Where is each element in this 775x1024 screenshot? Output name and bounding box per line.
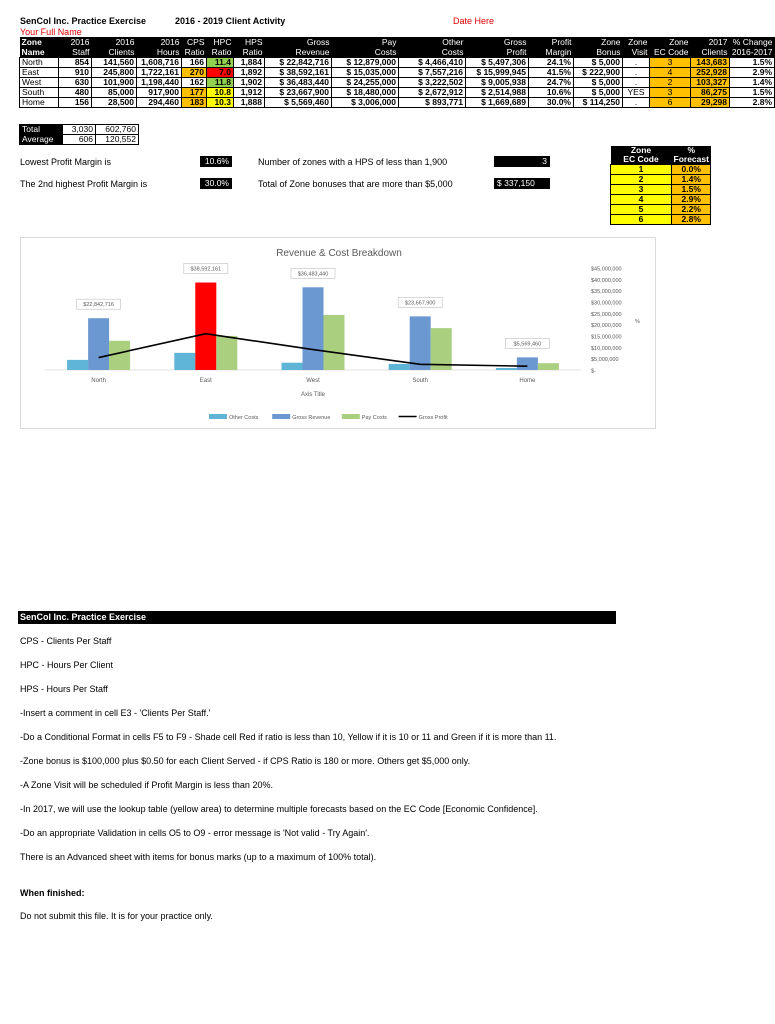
column-header: HPC [207, 37, 234, 47]
table-row [20, 88, 775, 98]
date-placeholder[interactable]: Date Here [453, 16, 495, 26]
x-tick-label: South [412, 378, 429, 384]
column-header: Gross [466, 37, 529, 47]
column-header: Hours [137, 47, 182, 58]
x-tick-label: East [199, 378, 212, 384]
bar-pay-costs [538, 363, 559, 370]
chart-title: Revenue & Cost Breakdown [276, 248, 402, 259]
legend-swatch [209, 414, 227, 419]
table-cell[interactable]: $ 23,667,900 [265, 88, 332, 98]
table-cell[interactable]: 6 [650, 98, 691, 108]
table-row [20, 58, 775, 68]
x-tick-label: North [91, 378, 106, 384]
table-cell[interactable]: 1,902 [234, 78, 265, 88]
table-cell[interactable]: 480 [59, 88, 92, 98]
table-cell[interactable]: 910 [59, 68, 92, 78]
column-header: Name [20, 47, 59, 58]
report-title: 2016 - 2019 Client Activity [175, 16, 286, 26]
table-cell[interactable]: 4 [650, 68, 691, 78]
y-tick-label: $- [591, 368, 596, 375]
column-header: 2016 [59, 37, 92, 47]
column-header: Zone [574, 37, 623, 47]
lookup-forecast[interactable]: 2.8% [672, 215, 711, 225]
table-cell[interactable]: 1,912 [234, 88, 265, 98]
table-cell[interactable]: 1,722,161 [137, 68, 182, 78]
note-line: HPS - Hours Per Staff [20, 684, 108, 694]
table-cell[interactable]: $ 5,569,460 [265, 98, 332, 108]
table-cell[interactable]: $ 38,592,161 [265, 68, 332, 78]
table-cell[interactable]: 854 [59, 58, 92, 68]
table-cell[interactable]: West [20, 78, 59, 88]
company-title: SenCol Inc. Practice Exercise [20, 16, 147, 26]
lookup-header-zone: Zone EC Code [611, 146, 672, 165]
lookup-ec-code[interactable]: 4 [611, 195, 672, 205]
data-label: $5,569,460 [513, 341, 542, 348]
table-cell[interactable]: 11.8 [207, 78, 234, 88]
table-cell[interactable]: 24.7% [529, 78, 574, 88]
legend-label: Gross Profit [418, 415, 448, 421]
y-tick-label: $45,000,000 [591, 266, 622, 273]
column-header: Bonus [574, 47, 623, 58]
table-cell[interactable]: $ 15,999,945 [466, 68, 529, 78]
table-cell[interactable]: 86,275 [691, 88, 730, 98]
table-cell[interactable]: $ 15,035,000 [332, 68, 399, 78]
bar-gross-revenue [410, 316, 431, 370]
table-cell[interactable]: 294,460 [137, 98, 182, 108]
legend-label: Pay Costs [361, 415, 387, 421]
table-cell[interactable]: 29,298 [691, 98, 730, 108]
table-row [20, 68, 775, 78]
table-cell[interactable]: $ 36,483,440 [265, 78, 332, 88]
lookup-row [611, 215, 711, 225]
lookup-forecast[interactable]: 1.4% [672, 175, 711, 185]
table-cell[interactable]: 1,888 [234, 98, 265, 108]
table-header-row [20, 37, 775, 47]
table-cell[interactable]: 2.8% [730, 98, 775, 108]
lookup-ec-code[interactable]: 1 [611, 165, 672, 175]
data-label: $22,842,716 [83, 302, 114, 309]
column-header: Clients [92, 47, 137, 58]
percent-marker: % [635, 319, 640, 325]
column-header: Pay [332, 37, 399, 47]
table-cell[interactable]: $ 3,006,000 [332, 98, 399, 108]
table-cell[interactable]: . [623, 98, 650, 108]
legend-swatch [272, 414, 290, 419]
table-cell[interactable]: $ 1,669,689 [466, 98, 529, 108]
table-cell[interactable]: $ 18,480,000 [332, 88, 399, 98]
y-tick-label: $10,000,000 [591, 345, 622, 352]
table-cell[interactable]: $ 5,000 [574, 58, 623, 68]
column-header: Visit [623, 47, 650, 58]
lookup-row [611, 165, 711, 175]
column-header: HPS [234, 37, 265, 47]
answer-second-margin[interactable]: 30.0% [200, 178, 232, 189]
table-cell[interactable]: 917,900 [137, 88, 182, 98]
finished-label: When finished: [20, 888, 85, 898]
table-cell[interactable]: 252,928 [691, 68, 730, 78]
y-tick-label: $25,000,000 [591, 311, 622, 318]
y-tick-label: $15,000,000 [591, 334, 622, 341]
table-cell[interactable]: $ 5,497,306 [466, 58, 529, 68]
table-cell[interactable]: 270 [182, 68, 207, 78]
bar-gross-revenue [303, 287, 324, 370]
table-cell[interactable]: South [20, 88, 59, 98]
totals-table [19, 124, 139, 145]
column-header: Ratio [182, 47, 207, 58]
column-header: Gross [265, 37, 332, 47]
column-header: Margin [529, 47, 574, 58]
y-tick-label: $20,000,000 [591, 323, 622, 330]
table-cell[interactable]: $ 5,000 [574, 78, 623, 88]
lookup-row [611, 195, 711, 205]
table-cell[interactable]: $ 2,514,988 [466, 88, 529, 98]
lookup-header-forecast: % Forecast [673, 145, 709, 164]
notes-header: SenCol Inc. Practice Exercise [18, 611, 616, 624]
y-tick-label: $40,000,000 [591, 277, 622, 284]
table-cell[interactable]: 2 [650, 78, 691, 88]
table-cell[interactable]: 245,800 [92, 68, 137, 78]
lookup-forecast[interactable]: 2.2% [672, 205, 711, 215]
table-cell[interactable]: 141,560 [92, 58, 137, 68]
finished-text: Do not submit this file. It is for your practice only. [20, 911, 213, 921]
table-cell[interactable]: 1,884 [234, 58, 265, 68]
table-header-row [20, 47, 775, 58]
lookup-row [611, 175, 711, 185]
note-line: -Do an appropriate Validation in cells O5 to O9 - error message is 'Not valid - Try Again'. [20, 828, 370, 838]
revenue-cost-chart[interactable] [20, 237, 656, 429]
average-staff[interactable]: 606 [63, 135, 96, 145]
table-cell[interactable]: YES [623, 88, 650, 98]
table-cell[interactable]: $ 7,557,216 [399, 68, 466, 78]
note-line: CPS - Clients Per Staff [20, 636, 112, 646]
note-line: -Zone bonus is $100,000 plus $0.50 for each Client Served - if CPS Ratio is 180 or more. Others get $5,000 only. [20, 756, 471, 766]
y-tick-label: $30,000,000 [591, 300, 622, 307]
question-lowest-margin: Lowest Profit Margin is [20, 157, 112, 167]
note-line: -Insert a comment in cell E3 - 'Clients Per Staff.' [20, 708, 211, 718]
chart-svg [21, 238, 657, 430]
ec-lookup-table [610, 146, 711, 225]
column-header: Revenue [265, 47, 332, 58]
answer-bonus-total[interactable]: $ 337,150 [494, 178, 550, 189]
y-tick-label: $5,000,000 [591, 357, 619, 364]
average-row [20, 135, 139, 145]
table-cell[interactable]: 41.5% [529, 68, 574, 78]
table-cell[interactable]: . [623, 58, 650, 68]
total-staff[interactable]: 3,030 [63, 125, 96, 135]
table-cell[interactable]: . [623, 78, 650, 88]
table-cell[interactable]: 1,892 [234, 68, 265, 78]
bar-pay-costs [109, 341, 130, 370]
table-cell[interactable]: 1.4% [730, 78, 775, 88]
table-cell[interactable]: $ 5,000 [574, 88, 623, 98]
lookup-forecast[interactable]: 1.5% [672, 185, 711, 195]
bar-other-costs [67, 360, 88, 370]
table-cell[interactable]: $ 12,879,000 [332, 58, 399, 68]
table-cell[interactable]: 10.8 [207, 88, 234, 98]
table-cell[interactable]: 7.0 [207, 68, 234, 78]
table-cell[interactable]: 162 [182, 78, 207, 88]
table-cell[interactable]: 3 [650, 58, 691, 68]
bar-other-costs [282, 363, 303, 370]
table-cell[interactable]: $ 3,222,502 [399, 78, 466, 88]
average-label: Average [20, 135, 63, 145]
column-header: Profit [466, 47, 529, 58]
note-line: -In 2017, we will use the lookup table (yellow area) to determine multiple forecasts based on the EC Code [Economic Confidence]. [20, 804, 538, 814]
table-cell[interactable]: $ 4,466,410 [399, 58, 466, 68]
data-label: $38,592,161 [190, 266, 222, 273]
table-cell[interactable]: 1,198,440 [137, 78, 182, 88]
column-header: 2016 [137, 37, 182, 47]
client-activity-table [19, 37, 775, 108]
column-header: 2017 [691, 37, 730, 47]
table-cell[interactable]: 85,000 [92, 88, 137, 98]
column-header: Ratio [207, 47, 234, 58]
x-axis-title: Axis Title [300, 392, 326, 398]
question-bonus-total: Total of Zone bonuses that are more than $5,000 [258, 179, 453, 189]
column-header: Costs [399, 47, 466, 58]
column-header: CPS [182, 37, 207, 47]
table-cell[interactable]: $ 893,771 [399, 98, 466, 108]
bar-pay-costs [431, 328, 452, 370]
lookup-forecast[interactable]: 0.0% [672, 165, 711, 175]
bar-gross-revenue [517, 357, 538, 370]
bar-pay-costs [216, 336, 237, 370]
bar-other-costs [174, 353, 195, 370]
table-cell[interactable]: 1.5% [730, 58, 775, 68]
lookup-forecast[interactable]: 2.9% [672, 195, 711, 205]
table-cell[interactable]: 166 [182, 58, 207, 68]
x-tick-label: Home [519, 378, 536, 384]
table-cell[interactable]: 2.9% [730, 68, 775, 78]
bar-gross-revenue [195, 283, 216, 370]
note-line: There is an Advanced sheet with items for bonus marks (up to a maximum of 100% total). [20, 852, 377, 862]
column-header: Staff [59, 47, 92, 58]
column-header: Zone [20, 37, 59, 47]
question-hps-count: Number of zones with a HPS of less than 1,900 [258, 157, 448, 167]
table-cell[interactable]: 1,608,716 [137, 58, 182, 68]
column-header: Costs [332, 47, 399, 58]
lookup-ec-code[interactable]: 3 [611, 185, 672, 195]
column-header: Ratio [234, 47, 265, 58]
table-cell[interactable]: 10.3 [207, 98, 234, 108]
note-line: -A Zone Visit will be scheduled if Profit Margin is less than 20%. [20, 780, 273, 790]
table-cell[interactable]: $ 2,672,912 [399, 88, 466, 98]
lookup-ec-code[interactable]: 2 [611, 175, 672, 185]
table-cell[interactable]: 630 [59, 78, 92, 88]
table-cell[interactable]: $ 24,255,000 [332, 78, 399, 88]
total-row [20, 125, 139, 135]
table-cell[interactable]: East [20, 68, 59, 78]
column-header: Clients [691, 47, 730, 58]
note-line: -Do a Conditional Format in cells F5 to F9 - Shade cell Red if ratio is less than 10, Yellow if it is 10 or 11 and Green if it is more than 11. [20, 732, 557, 742]
table-cell[interactable]: 101,900 [92, 78, 137, 88]
table-cell[interactable]: 1.5% [730, 88, 775, 98]
table-cell[interactable]: . [623, 68, 650, 78]
name-placeholder[interactable]: Your Full Name [20, 27, 82, 37]
column-header: % Change [730, 37, 775, 47]
table-cell[interactable]: 10.6% [529, 88, 574, 98]
total-label: Total [20, 125, 63, 135]
table-cell[interactable]: 11.4 [207, 58, 234, 68]
column-header: 2016 [92, 37, 137, 47]
lookup-row [611, 185, 711, 195]
column-header: 2016-2017 [730, 47, 775, 58]
legend-swatch [342, 414, 360, 419]
table-cell[interactable]: 183 [182, 98, 207, 108]
table-row [20, 98, 775, 108]
table-cell[interactable]: $ 114,250 [574, 98, 623, 108]
table-row [20, 78, 775, 88]
table-cell[interactable]: $ 222,900 [574, 68, 623, 78]
table-cell[interactable]: 30.0% [529, 98, 574, 108]
table-cell[interactable]: 177 [182, 88, 207, 98]
column-header: Zone [650, 37, 691, 47]
x-tick-label: West [306, 378, 320, 384]
table-cell[interactable]: 143,683 [691, 58, 730, 68]
column-header: Zone [623, 37, 650, 47]
column-header: Other [399, 37, 466, 47]
average-clients[interactable]: 120,552 [96, 135, 139, 145]
bar-other-costs [496, 368, 517, 370]
legend-label: Gross Revenue [292, 415, 331, 421]
table-cell[interactable]: Home [20, 98, 59, 108]
answer-lowest-margin[interactable]: 10.6% [200, 156, 232, 167]
data-label: $36,483,440 [297, 271, 329, 278]
answer-hps-count[interactable]: 3 [494, 156, 550, 167]
question-second-margin: The 2nd highest Profit Margin is [20, 179, 148, 189]
table-cell[interactable]: 156 [59, 98, 92, 108]
lookup-ec-code[interactable]: 5 [611, 205, 672, 215]
lookup-row [611, 205, 711, 215]
table-cell[interactable]: 28,500 [92, 98, 137, 108]
bar-pay-costs [324, 315, 345, 370]
legend-label: Other Costs [229, 415, 259, 421]
bar-other-costs [389, 364, 410, 370]
table-cell[interactable]: North [20, 58, 59, 68]
bar-gross-revenue [88, 318, 109, 370]
table-cell[interactable]: 103,327 [691, 78, 730, 88]
table-cell[interactable]: 3 [650, 88, 691, 98]
total-clients[interactable]: 602,760 [96, 125, 139, 135]
y-tick-label: $35,000,000 [591, 289, 622, 296]
table-cell[interactable]: 24.1% [529, 58, 574, 68]
table-cell[interactable]: $ 9,005,938 [466, 78, 529, 88]
column-header: EC Code [650, 47, 691, 58]
note-line: HPC - Hours Per Client [20, 660, 114, 670]
data-label: $23,667,900 [404, 300, 436, 307]
table-cell[interactable]: $ 22,842,716 [265, 58, 332, 68]
column-header: Profit [529, 37, 574, 47]
lookup-ec-code[interactable]: 6 [611, 215, 672, 225]
